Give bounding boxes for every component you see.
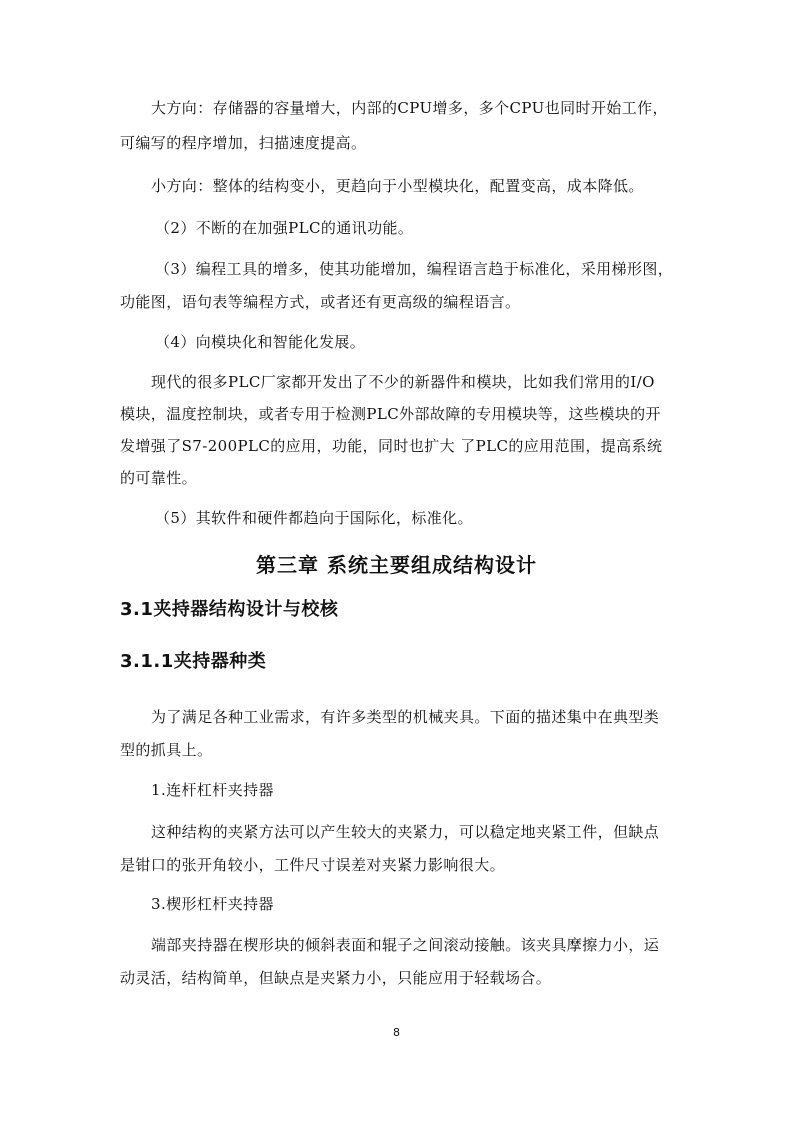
gripper-type-1-text-line-1: 这种结构的夹紧方法可以产生较大的夹紧力，可以稳定地夹紧工件，但缺点	[151, 823, 660, 841]
section-3-1-heading: 3.1夹持器结构设计与校核	[120, 599, 339, 620]
gripper-type-3-text-line-1: 端部夹持器在楔形块的倾斜表面和辊子之间滚动接触。该夹具摩擦力小，运	[151, 936, 660, 954]
gripper-type-1-text-line-2: 是钳口的张开角较小，工件尺寸误差对夹紧力影响很大。	[120, 856, 506, 874]
page-number: 8	[393, 1026, 400, 1039]
section-3-1-1-heading: 3.1.1夹持器种类	[120, 651, 267, 672]
paragraph-modern-plc-line-1: 现代的很多PLC厂家都开发出了不少的新器件和模块，比如我们常用的I/O	[151, 373, 655, 391]
chapter-title: 第三章 系统主要组成结构设计	[256, 553, 537, 577]
list-item-3-line-1: （3）编程工具的增多，使其功能增加，编程语言趋于标准化，采用梯形图，	[155, 260, 674, 278]
intro-paragraph-line-2: 型的抓具上。	[120, 741, 213, 759]
list-item-3-line-2: 功能图，语句表等编程方式，或者还有更高级的编程语言。	[120, 293, 521, 311]
gripper-type-3-heading: 3.楔形杠杆夹持器	[151, 895, 274, 913]
list-item-4: （4）向模块化和智能化发展。	[155, 333, 366, 351]
gripper-type-3-text-line-2: 动灵活，结构简单，但缺点是夹紧力小，只能应用于轻载场合。	[120, 969, 552, 987]
list-item-5: （5）其软件和硬件都趋向于国际化，标准化。	[155, 509, 473, 527]
intro-paragraph-line-1: 为了满足各种工业需求，有许多类型的机械夹具。下面的描述集中在典型类	[151, 708, 660, 726]
paragraph-large-direction-line-2: 可编写的程序增加，扫描速度提高。	[120, 134, 367, 152]
paragraph-modern-plc-line-4: 的可靠性。	[120, 469, 198, 487]
gripper-type-1-heading: 1.连杆杠杆夹持器	[151, 781, 274, 799]
paragraph-modern-plc-line-2: 模块，温度控制块，或者专用于检测PLC外部故障的专用模块等，这些模块的开	[120, 405, 661, 423]
paragraph-modern-plc-line-3: 发增强了S7-200PLC的应用，功能，同时也扩大 了PLC的应用范围，提高系统	[120, 437, 663, 455]
paragraph-small-direction: 小方向：整体的结构变小，更趋向于小型模块化，配置变高，成本降低。	[151, 177, 644, 195]
paragraph-large-direction-line-1: 大方向：存储器的容量增大，内部的CPU增多，多个CPU也同时开始工作，	[151, 99, 668, 117]
list-item-2: （2）不断的在加强PLC的通讯功能。	[155, 219, 414, 237]
